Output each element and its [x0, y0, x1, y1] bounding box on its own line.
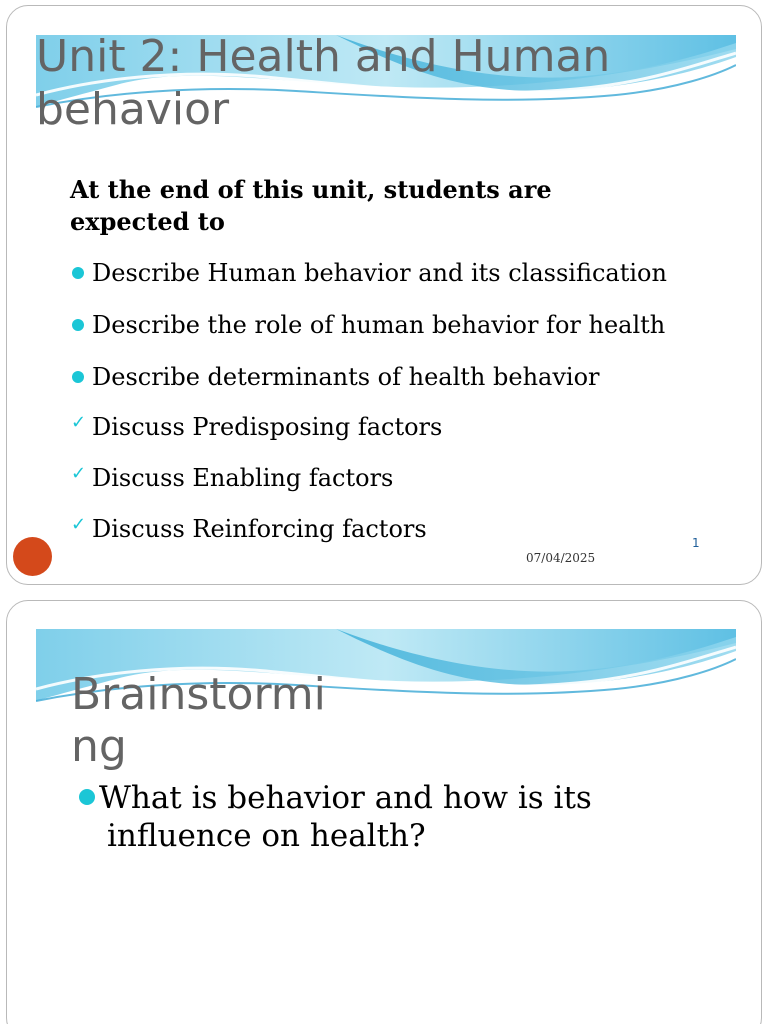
- sub-objective-text: Discuss Predisposing factors: [92, 413, 443, 441]
- checkmark-icon: ✓: [71, 412, 87, 433]
- bullet-dot-icon: [72, 267, 84, 279]
- sub-objective-text: Discuss Enabling factors: [92, 464, 394, 492]
- slide-date: 07/04/2025: [526, 551, 596, 565]
- bullet-dot-icon: [72, 319, 84, 331]
- objectives-list: [70, 258, 690, 565]
- checkmark-icon: ✓: [71, 463, 87, 484]
- orange-circle-decoration: [13, 537, 52, 576]
- slide-title: Unit 2: Health and Human behavior: [36, 31, 611, 135]
- question-item: [79, 779, 707, 855]
- objective-item: [70, 362, 690, 392]
- objective-item: [70, 310, 690, 340]
- objective-text: Describe Human behavior and its classification: [92, 259, 667, 287]
- bullet-dot-icon: [72, 371, 84, 383]
- checkmark-icon: ✓: [71, 514, 87, 535]
- objective-text: Describe determinants of health behavior: [92, 363, 600, 391]
- sub-objective-item: [70, 463, 690, 493]
- question-text: What is behavior and how is its influence on health?: [99, 780, 592, 854]
- objective-text: Describe the role of human behavior for health: [92, 311, 666, 339]
- slide-2: [6, 600, 762, 1024]
- slide-number: 1: [692, 536, 700, 550]
- sub-objective-text: Discuss Reinforcing factors: [92, 515, 427, 543]
- bullet-dot-icon: [79, 789, 95, 805]
- sub-objective-item: [70, 514, 690, 544]
- objectives-intro: At the end of this unit, students are expected to: [70, 175, 552, 236]
- sub-objective-item: [70, 412, 690, 442]
- slide-1: [6, 5, 762, 585]
- slide-title: Brainstorming: [71, 669, 326, 772]
- objective-item: [70, 258, 690, 288]
